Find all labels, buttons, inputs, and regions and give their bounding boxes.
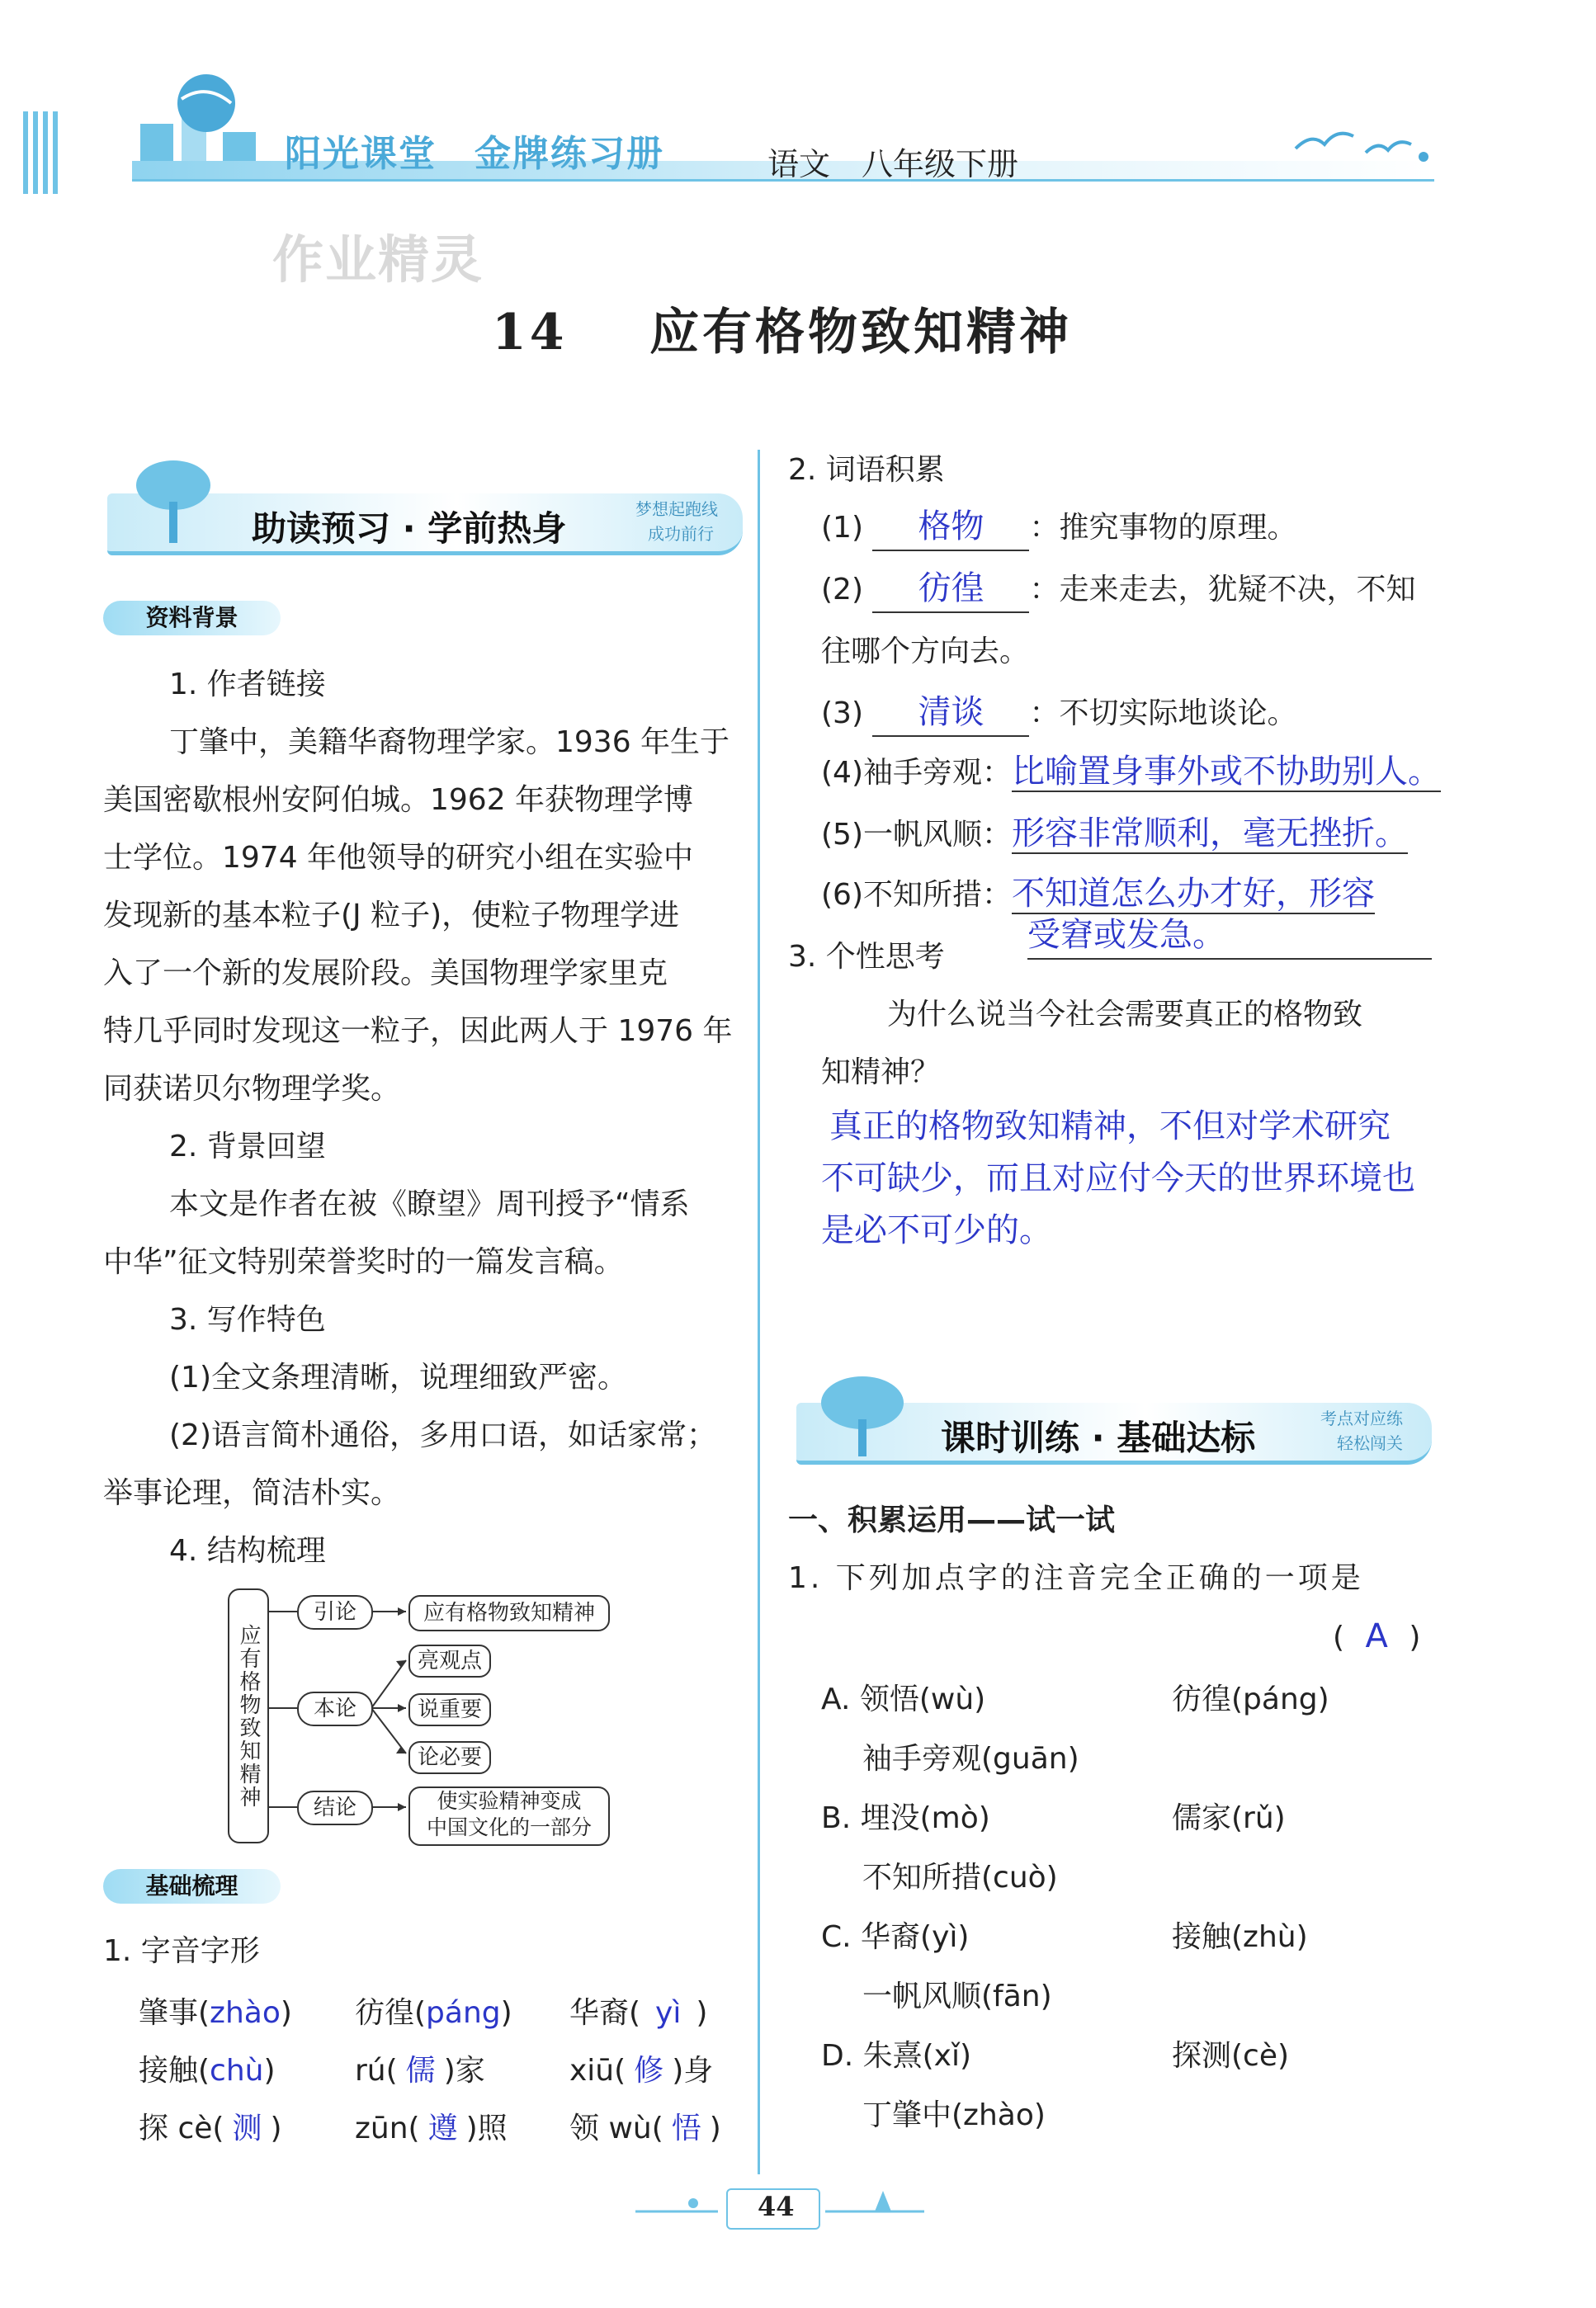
structure-heading: 4. 结构梳理 bbox=[169, 1534, 326, 1568]
author-line: 士学位。1974 年他领导的研究小组在实验中 bbox=[103, 841, 694, 875]
practice-heading: 一、积累运用——试一试 bbox=[788, 1503, 1116, 1537]
option-a-3: 袖手旁观(guān) bbox=[862, 1742, 1079, 1776]
writing-line: (1)全文条理清晰，说理细致严密。 bbox=[169, 1361, 627, 1395]
training-banner-sub1: 考点对应练 bbox=[1320, 1409, 1403, 1428]
diagram-conclusion-line: 中国文化的一部分 bbox=[426, 1815, 592, 1839]
diagram-body: 本论 bbox=[297, 1692, 373, 1726]
thinking-heading: 3. 个性思考 bbox=[788, 940, 945, 974]
author-heading: 1. 作者链接 bbox=[169, 668, 326, 701]
background-line: 本文是作者在被《瞭望》周刊授予“情系 bbox=[169, 1187, 690, 1221]
page-number: 44 bbox=[758, 2191, 795, 2222]
vocab-blank bbox=[872, 567, 1029, 613]
diagram-conclusion-line: 使实验精神变成 bbox=[437, 1789, 582, 1813]
diagram-body-point: 亮观点 bbox=[408, 1645, 491, 1678]
background-line: 中华”征文特别荣誉奖时的一篇发言稿。 bbox=[103, 1245, 624, 1279]
pinyin-item: 探 cè( 测 ) bbox=[139, 2112, 282, 2145]
handwritten-answer: páng bbox=[426, 1996, 501, 2030]
handwritten-answer: 真正的格物致知精神，不但对学术研究 bbox=[829, 1107, 1391, 1145]
diagram-conclusion: 结论 bbox=[297, 1791, 373, 1825]
preview-banner bbox=[107, 493, 743, 555]
preview-banner-sub1: 梦想起跑线 bbox=[635, 499, 718, 519]
diagram-conclusion-point bbox=[408, 1786, 610, 1846]
answer-bracket: ( A ) bbox=[1333, 1617, 1421, 1655]
header-stripes bbox=[23, 111, 122, 194]
pinyin-item: 肇事(zhào) bbox=[139, 1996, 292, 2030]
practice-question: 1. 下列加点字的注音完全正确的一项是 bbox=[788, 1561, 1364, 1595]
author-line: 发现新的基本粒子(J 粒子)，使粒子物理学进 bbox=[103, 899, 680, 932]
option-c-3: 一帆风顺(fān) bbox=[862, 1980, 1052, 2013]
vocab-item: (4)袖手旁观：比喻置身事外或不协助别人。 bbox=[821, 753, 1441, 791]
watermark: 作业精灵 bbox=[272, 229, 484, 290]
vocab-item: 往哪个方向去。 bbox=[821, 635, 1030, 668]
pinyin-item: 领 wù( 悟 ) bbox=[569, 2112, 721, 2145]
vocab-item: (2) 彷徨 ：走来走去，犹疑不决，不知 bbox=[821, 561, 1415, 619]
training-banner bbox=[796, 1403, 1432, 1465]
structure-diagram bbox=[223, 1588, 635, 1848]
tree-icon bbox=[124, 456, 223, 547]
vocab-item: (6)不知所措：不知道怎么办才好，形容 bbox=[821, 875, 1375, 913]
vocab-item: (5)一帆风顺：形容非常顺利，毫无挫折。 bbox=[821, 814, 1408, 852]
pinyin-item: 彷徨(páng) bbox=[355, 1996, 512, 2030]
diagram-root: 应有格物致知精神 bbox=[228, 1588, 269, 1843]
diagram-intro-point: 应有格物致知精神 bbox=[408, 1595, 610, 1631]
pinyin-item: zūn( 遵 )照 bbox=[355, 2112, 508, 2145]
preview-banner-sub2: 成功前行 bbox=[648, 524, 714, 544]
handwritten-answer: chù bbox=[210, 2054, 264, 2088]
background-tag: 资料背景 bbox=[103, 601, 281, 635]
pinyin-item: xiū( 修 )身 bbox=[569, 2054, 714, 2088]
author-line: 丁肇中，美籍华裔物理学家。1936 年生于 bbox=[169, 725, 730, 759]
handwritten-answer: 不知道怎么办才好，形容 bbox=[1012, 875, 1375, 913]
writing-line: 举事论理，简洁朴实。 bbox=[103, 1476, 401, 1510]
writing-line: (2)语言简朴通俗，多用口语，如话家常； bbox=[169, 1418, 716, 1452]
writing-heading: 3. 写作特色 bbox=[169, 1303, 326, 1337]
handwritten-answer: 测 bbox=[232, 2112, 262, 2145]
handwritten-answer: yì bbox=[655, 1996, 682, 2030]
diagram-body-point: 论必要 bbox=[408, 1741, 491, 1774]
thinking-question: 为什么说当今社会需要真正的格物致 bbox=[887, 998, 1363, 1031]
birds-icon bbox=[1287, 111, 1436, 169]
handwritten-answer: 不可缺少，而且对应付今天的世界环境也 bbox=[821, 1159, 1415, 1197]
lesson-title bbox=[492, 293, 1072, 364]
preview-banner-title: 助读预习 · 学前热身 bbox=[252, 508, 567, 549]
column-divider bbox=[758, 450, 760, 2174]
handwritten-answer: 格物 bbox=[918, 507, 985, 545]
pinyin-item: rú( 儒 )家 bbox=[355, 2054, 485, 2088]
lesson-number: 14 bbox=[492, 304, 568, 361]
pinyin-heading: 1. 字音字形 bbox=[103, 1934, 260, 1968]
diagram-intro: 引论 bbox=[297, 1595, 373, 1630]
author-line: 特几乎同时发现这一粒子，因此两人于 1976 年 bbox=[103, 1014, 733, 1048]
author-line: 入了一个新的发展阶段。美国物理学家里克 bbox=[103, 956, 668, 990]
vocab-blank bbox=[872, 691, 1029, 737]
vocab-item: (1) 格物 ：推究事物的原理。 bbox=[821, 499, 1296, 557]
handwritten-answer: 形容非常顺利，毫无挫折。 bbox=[1012, 814, 1408, 852]
handwritten-answer: 是必不可少的。 bbox=[821, 1211, 1052, 1249]
handwritten-answer: 遵 bbox=[427, 2112, 458, 2145]
option-b-2: 儒家(rǔ) bbox=[1172, 1801, 1286, 1835]
pinyin-item: 华裔( yì ) bbox=[569, 1996, 708, 2030]
handwritten-answer: 儒 bbox=[405, 2054, 436, 2088]
handwritten-answer: 悟 bbox=[671, 2112, 701, 2145]
pinyin-item: 接触(chù) bbox=[139, 2054, 276, 2088]
option-d-3: 丁肇中(zhào) bbox=[862, 2098, 1046, 2132]
option-a: A. 领悟(wù) bbox=[821, 1683, 986, 1716]
option-c: C. 华裔(yì) bbox=[821, 1920, 970, 1954]
thinking-question: 知精神？ bbox=[821, 1055, 941, 1089]
option-a-2: 彷徨(páng) bbox=[1172, 1683, 1329, 1716]
option-d: D. 朱熹(xǐ) bbox=[821, 2039, 972, 2073]
handwritten-answer: 受窘或发急。 bbox=[1027, 912, 1432, 960]
training-banner-sub2: 轻松闯关 bbox=[1337, 1433, 1403, 1453]
handwritten-answer: 修 bbox=[634, 2054, 664, 2088]
option-b: B. 埋没(mò) bbox=[821, 1801, 990, 1835]
training-banner-title: 课时训练 · 基础达标 bbox=[941, 1418, 1256, 1458]
author-line: 同获诺贝尔物理学奖。 bbox=[103, 1072, 401, 1106]
option-c-2: 接触(zhù) bbox=[1172, 1920, 1308, 1954]
handwritten-answer: A bbox=[1365, 1617, 1388, 1655]
handwritten-answer: 比喻置身事外或不协助别人。 bbox=[1012, 753, 1441, 791]
option-d-2: 探测(cè) bbox=[1172, 2039, 1290, 2073]
diagram-body-point: 说重要 bbox=[408, 1693, 491, 1726]
lesson-name: 应有格物致知精神 bbox=[649, 304, 1073, 361]
background-heading: 2. 背景回望 bbox=[169, 1130, 326, 1163]
option-b-3: 不知所措(cuò) bbox=[862, 1861, 1058, 1895]
header-subject: 语文 八年级下册 bbox=[767, 146, 1019, 182]
handwritten-answer: 清谈 bbox=[918, 693, 985, 731]
basics-tag: 基础梳理 bbox=[103, 1869, 281, 1904]
vocab-heading: 2. 词语积累 bbox=[788, 453, 945, 487]
handwritten-answer: 彷徨 bbox=[918, 569, 985, 607]
author-line: 美国密歇根州安阿伯城。1962 年获物理学博 bbox=[103, 783, 694, 817]
vocab-blank bbox=[872, 505, 1029, 551]
tree-icon bbox=[813, 1370, 912, 1461]
vocab-item: (3) 清谈 ：不切实际地谈论。 bbox=[821, 685, 1296, 743]
handwritten-answer: zhào bbox=[210, 1996, 281, 2030]
header-series: 阳光课堂 金牌练习册 bbox=[285, 133, 664, 175]
